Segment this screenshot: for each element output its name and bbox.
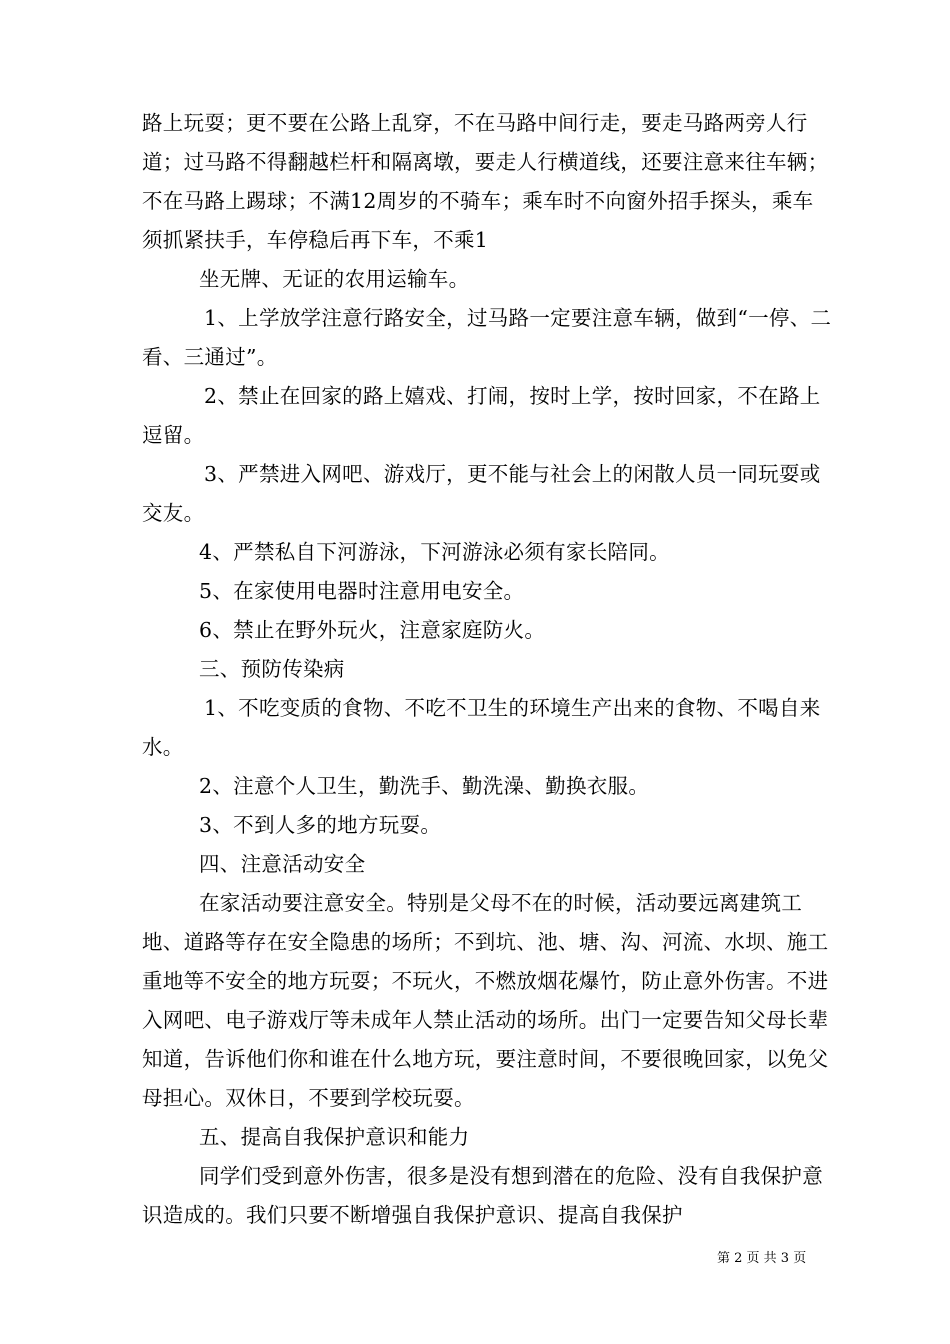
list-item-no-playing: 2、禁止在回家的路上嬉戏、打闹，按时上学，按时回家，不在路上逗留。 bbox=[142, 384, 821, 447]
page-number: 第 2 页 共 3 页 bbox=[717, 1251, 807, 1266]
list-item-road-safety: 1、上学放学注意行路安全，过马路一定要注意车辆，做到“一停、二看、三通过”。 bbox=[142, 306, 832, 369]
list-item-food: 1、不吃变质的食物、不吃不卫生的环境生产出来的食物、不喝自来水。 bbox=[142, 696, 821, 759]
paragraph-self-protection: 同学们受到意外伤害，很多是没有想到潜在的危险、没有自我保护意识造成的。我们只要不断增强自我保护意识、提高自我保护 bbox=[142, 1164, 823, 1227]
list-item-electricity: 5、在家使用电器时注意用电安全。 bbox=[199, 579, 525, 603]
list-item-crowds: 3、不到人多的地方玩耍。 bbox=[199, 813, 442, 837]
paragraph-vehicle-note: 坐无牌、无证的农用运输车。 bbox=[199, 267, 470, 291]
paragraph-traffic-rules: 路上玩耍；更不要在公路上乱穿，不在马路中间行走，要走马路两旁人行道；过马路不得翻越栏杆和隔离墩，要走人行横道线，还要注意来往车辆；不在马路上踢球；不满12周岁的不骑车；乘车时不向窗外招手探头，乘车须抓紧扶手，车停稳后再下车，不乘1 bbox=[142, 111, 829, 252]
section-heading-self-protection: 五、提高自我保护意识和能力 bbox=[199, 1125, 470, 1149]
list-item-swimming: 4、严禁私自下河游泳，下河游泳必须有家长陪同。 bbox=[199, 540, 670, 564]
list-item-fire: 6、禁止在野外玩火，注意家庭防火。 bbox=[199, 618, 546, 642]
list-item-no-internet-cafe: 3、严禁进入网吧、游戏厅，更不能与社会上的闲散人员一同玩耍或交友。 bbox=[142, 462, 821, 525]
section-heading-disease: 三、预防传染病 bbox=[199, 657, 345, 681]
paragraph-activity-safety: 在家活动要注意安全。特别是父母不在的时候，活动要远离建筑工地、道路等存在安全隐患的场所；不到坑、池、塘、沟、河流、水坝、施工重地等不安全的地方玩耍；不玩火，不燃放烟花爆竹，防止意外伤害。不进入网吧、电子游戏厅等未成年人禁止活动的场所。出门一定要告知父母长辈知道，告诉他们你和谁在什么地方玩，要注意时间，不要很晚回家，以免父母担心。双休日，不要到学校玩耍。 bbox=[142, 891, 829, 1110]
document-body bbox=[142, 104, 832, 1235]
list-item-hygiene: 2、注意个人卫生，勤洗手、勤洗澡、勤换衣服。 bbox=[199, 774, 650, 798]
section-heading-activity: 四、注意活动安全 bbox=[199, 852, 366, 876]
